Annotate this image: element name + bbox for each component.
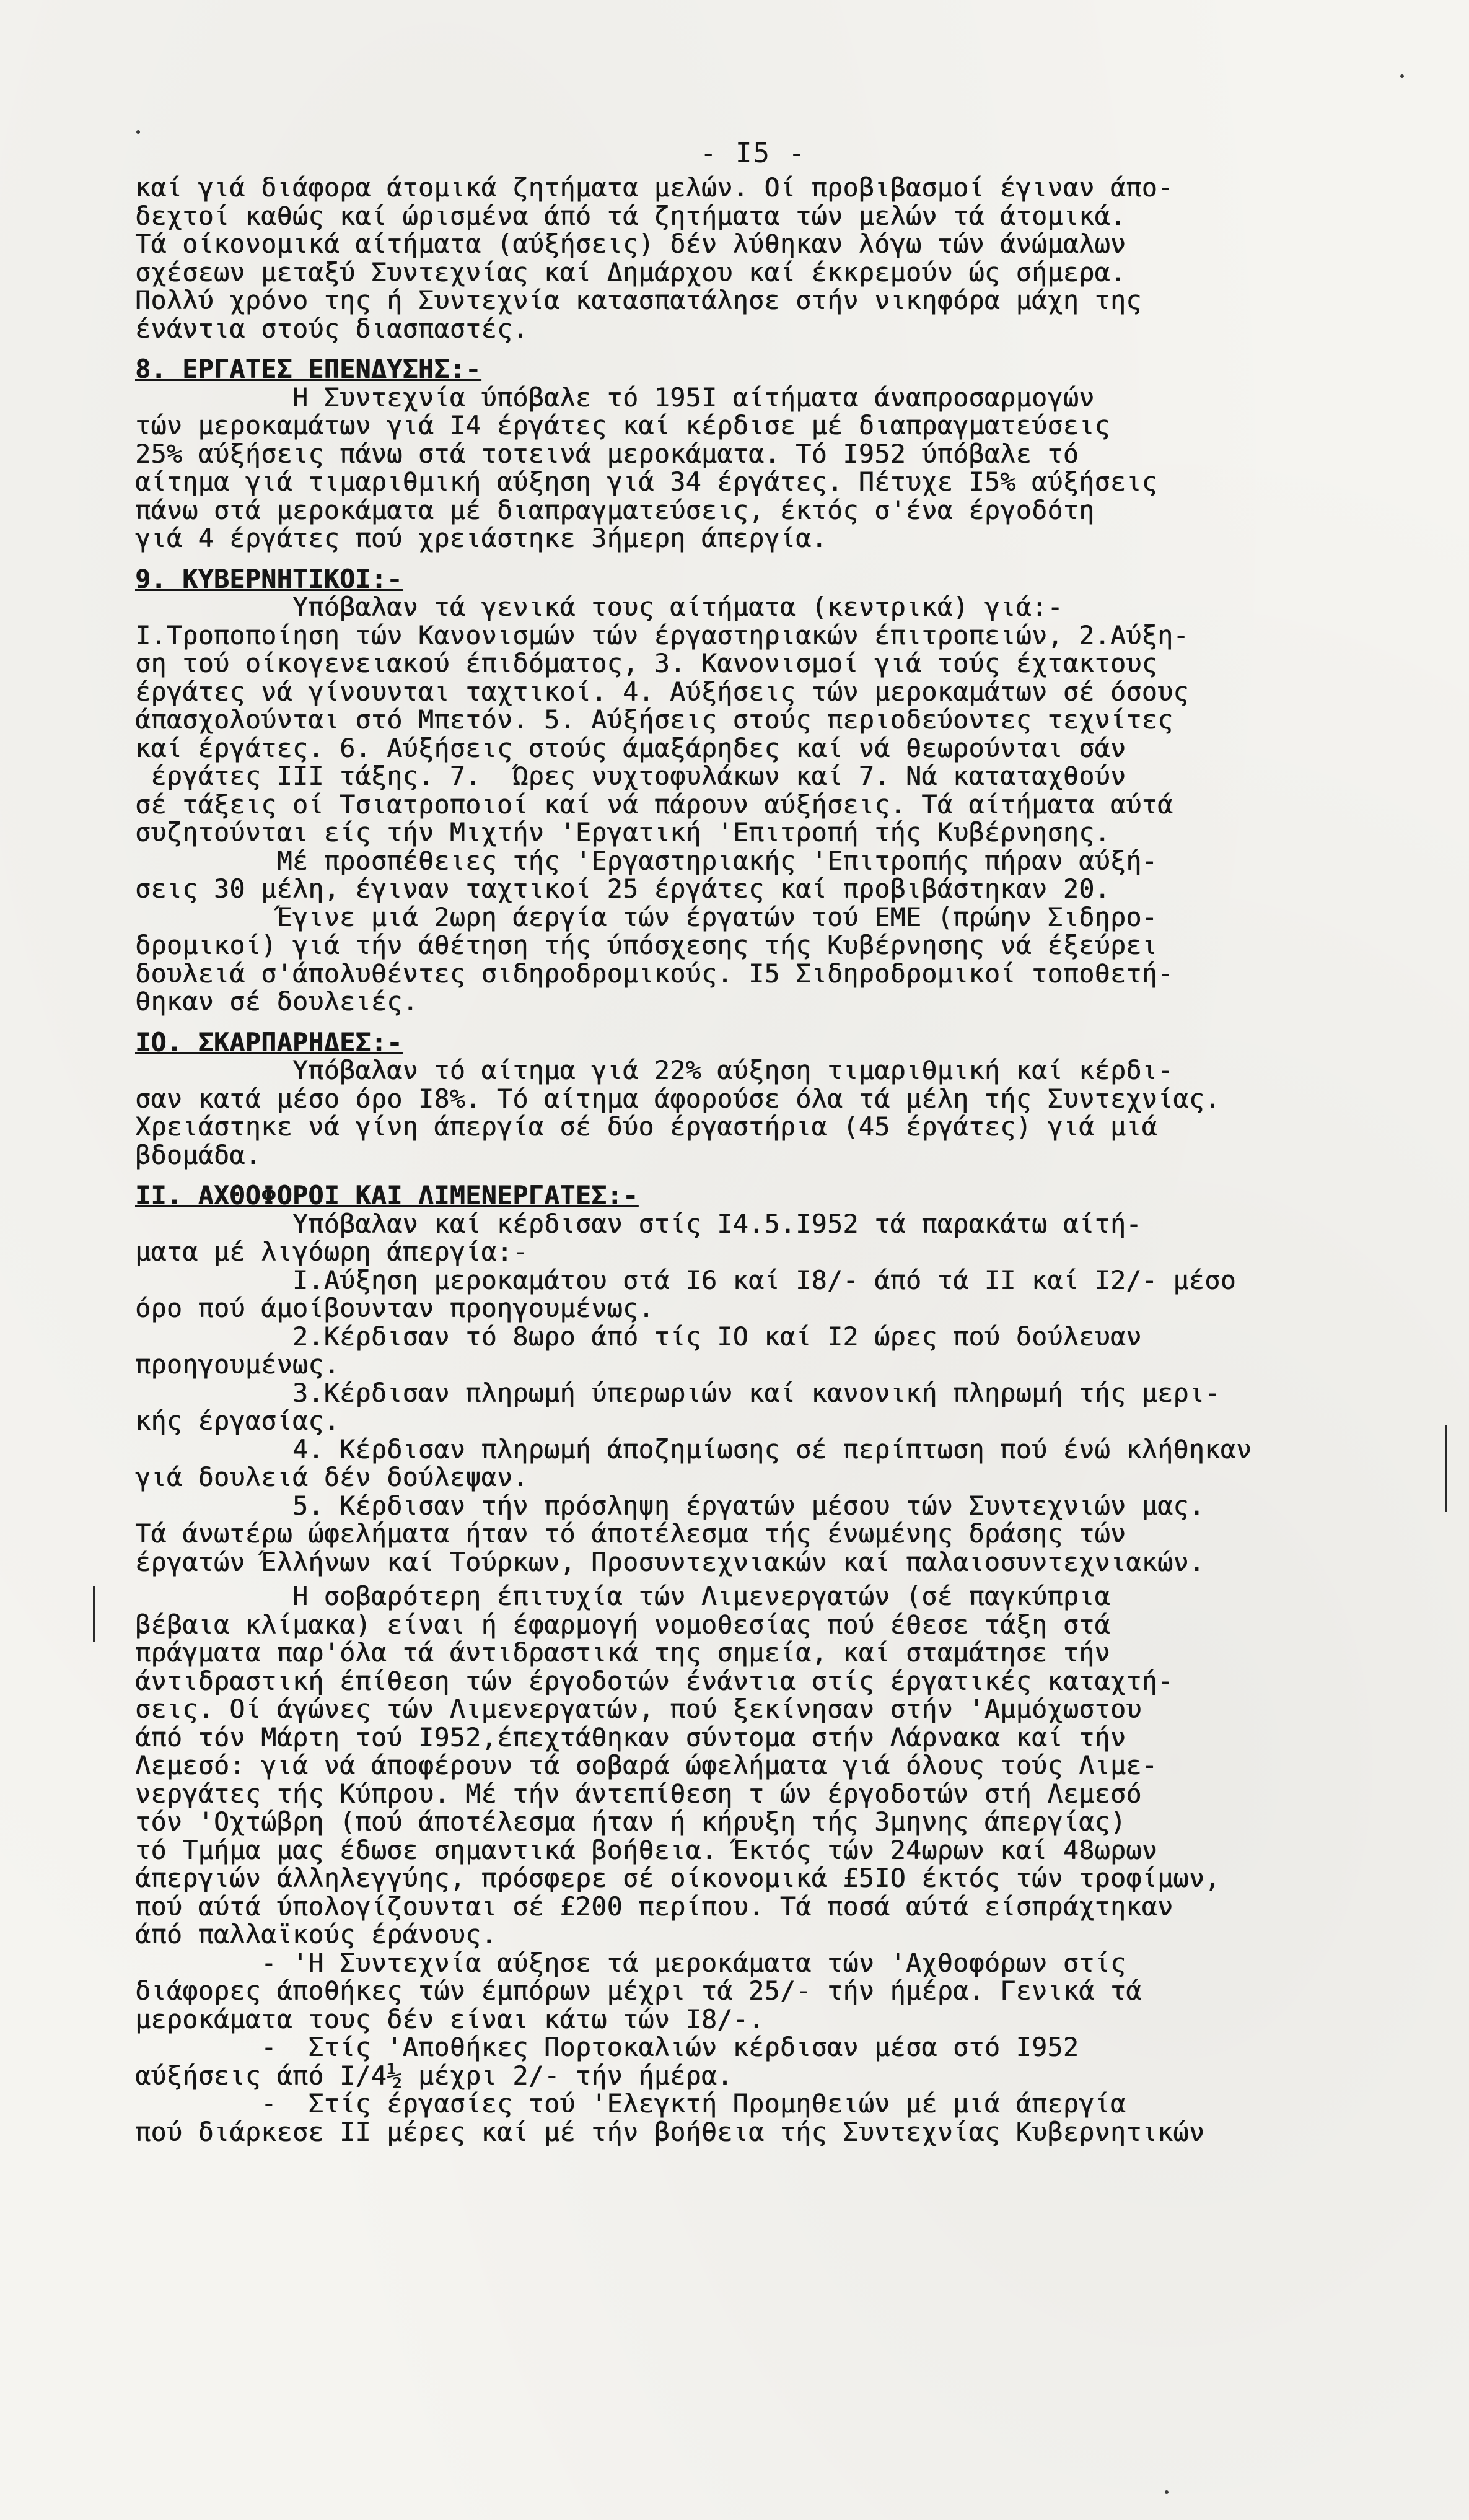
text-line: κής έργασίας. (135, 1406, 340, 1436)
text-line: Πολλύ χρόνο της ή Συντεχνία κατασπατάλησε στήν νικηφόρα μάχη της (135, 285, 1142, 315)
text-line: βδομάδα. (135, 1139, 261, 1170)
text-line: τόν 'Οχτώβρη (πού άποτέλεσμα ήταν ή κήρυξη τής 3μηνης άπεργίας) (135, 1806, 1126, 1837)
text-line: 5. Κέρδισαν τήν πρόσληψη έργατών μέσου τών Συντεχνιών μας. (135, 1490, 1205, 1521)
text-line: τό Τμήμα μας έδωσε σημαντικά βοήθεια. Έκτός τών 24ωρων καί 48ωρων (135, 1834, 1158, 1865)
text-line: άπό τόν Μάρτη τού Ι952,έπεχτάθηκαν σύντομα στήν Λάρνακα καί τήν (135, 1722, 1126, 1752)
text-line: 2.Κέρδισαν τό 8ωρο άπό τίς ΙΟ καί Ι2 ώρες πού δούλευαν (135, 1321, 1142, 1352)
text-line: συζητούνται είς τήν Μιχτήν 'Εργατική 'Επιτροπή τής Κυβέρνησης. (135, 817, 1110, 847)
text-line: πράγματα παρ'όλα τά άντιδραστικά της σημεία, καί σταμάτησε τήν (135, 1637, 1110, 1668)
margin-scan-mark (93, 1586, 95, 1642)
paragraph-gap (135, 1169, 1411, 1181)
text-line: Ι.Αύξηση μεροκαμάτου στά Ι6 καί Ι8/- άπό τά ΙΙ καί Ι2/- μέσο (135, 1264, 1236, 1295)
text-line: δρομικοί) γιά τήν άθέτηση τής ύπόσχεσης τής Κυβέρνησης νά έξεύρει (135, 930, 1158, 960)
text-line: έργατών Έλλήνων καί Τούρκων, Προσυντεχνιακών καί παλαιοσυντεχνιακών. (135, 1546, 1205, 1577)
text-line: άντιδραστική έπίθεση τών έργοδοτών ένάντια στίς έργατικές καταχτή- (135, 1665, 1173, 1696)
scan-speck (1165, 2490, 1169, 2494)
text-line: Μέ προσπέθειες τής 'Εργαστηριακής 'Επιτροπής πήραν αύξή- (135, 845, 1158, 876)
text-line: γιά δουλειά δέν δούλεψαν. (135, 1462, 528, 1492)
text-line: αύξήσεις άπό Ι/4½ μέχρι 2/- τήν ήμέρα. (135, 2060, 733, 2091)
section-heading-11: ΙΙ. ΑΧΘΟΦΟΡΟΙ ΚΑΙ ΛΙΜΕΝΕΡΓΑΤΕΣ:- (135, 1180, 639, 1210)
text-line: άπασχολούνται στό Μπετόν. 5. Αύξήσεις στούς περιοδεύοντες τεχνίτες (135, 704, 1173, 735)
section-heading-9: 9. ΚΥΒΕΡΝΗΤΙΚΟΙ:- (135, 563, 403, 594)
text-line: Ι.Τροποποίηση τών Κανονισμών τών έργαστηριακών έπιτροπειών, 2.Αύξη- (135, 619, 1189, 650)
document-body (135, 173, 1411, 2146)
text-line: - 'Η Συντεχνία αύξησε τά μεροκάματα τών 'Αχθοφόρων στίς (135, 1947, 1126, 1978)
paragraph-gap (135, 1016, 1411, 1028)
text-line: - Στίς 'Αποθήκες Πορτοκαλιών κέρδισαν μέσα στό Ι952 (135, 2032, 1079, 2062)
margin-scan-mark (1445, 1425, 1447, 1512)
text-line: νεργάτες τής Κύπρου. Μέ τήν άντεπίθεση τ ών έργοδοτών στή Λεμεσό (135, 1778, 1142, 1809)
text-line: καί έργάτες. 6. Αύξήσεις στούς άμαξάρηδες καί νά θεωρούνται σάν (135, 732, 1126, 763)
text-line: - Στίς έργασίες τού 'Ελεγκτή Προμηθειών μέ μιά άπεργία (135, 2088, 1126, 2119)
text-line: έργάτες νά γίνουνται ταχτικοί. 4. Αύξήσεις τών μεροκαμάτων σέ όσους (135, 676, 1189, 707)
text-line: άπό παλλαϊκούς έράνους. (135, 1919, 497, 1949)
text-line: σέ τάξεις οί Τσιατροποιοί καί νά πάρουν αύξήσεις. Τά αίτήματα αύτά (135, 789, 1173, 820)
paragraph-gap (135, 553, 1411, 565)
text-line: ση τού οίκογενειακού έπιδόματος, 3. Κανονισμοί γιά τούς έχτακτους (135, 648, 1158, 678)
text-line: Τά άνωτέρω ώφελήματα ήταν τό άποτέλεσμα τής ένωμένης δράσης τών (135, 1518, 1126, 1549)
scan-speck (1400, 74, 1404, 78)
text-line: πού αύτά ύπολογίζουνται σέ £200 περίπου. Τά ποσά αύτά είσπράχτηκαν (135, 1891, 1173, 1922)
text-line: γιά 4 έργάτες πού χρειάστηκε 3ήμερη άπεργία. (135, 523, 827, 553)
text-line: Υπόβαλαν καί κέρδισαν στίς Ι4.5.Ι952 τά παρακάτω αίτή- (135, 1208, 1142, 1239)
text-line: Λεμεσό: γιά νά άποφέρουν τά σοβαρά ώφελήματα γιά όλους τούς Λιμε- (135, 1750, 1158, 1780)
paragraph-gap (135, 343, 1411, 355)
text-line: όρο πού άμοίβουνταν προηγουμένως. (135, 1293, 654, 1323)
text-line: ένάντια στούς διασπαστές. (135, 313, 528, 344)
text-line: σεις. Οί άγώνες τών Λιμενεργατών, πού ξεκίνησαν στήν 'Αμμόχωστου (135, 1694, 1142, 1724)
section-heading-8: 8. ΕΡΓΑΤΕΣ ΕΠΕΝΔΥΣΗΣ:- (135, 354, 481, 384)
text-line: σαν κατά μέσο όρο Ι8%. Τό αίτημα άφορούσε όλα τά μέλη τής Συντεχνίας. (135, 1083, 1221, 1114)
text-line: 4. Κέρδισαν πληρωμή άποζημίωσης σέ περίπτωση πού ένώ κλήθηκαν (135, 1433, 1252, 1464)
text-line: καί γιά διάφορα άτομικά ζητήματα μελών. Οί προβιβασμοί έγιναν άπο- (135, 172, 1173, 203)
text-line: Χρειάστηκε νά γίνη άπεργία σέ δύο έργαστήρια (45 έργάτες) γιά μιά (135, 1111, 1158, 1142)
text-line: Υπόβαλαν τά γενικά τους αίτήματα (κεντρικά) γιά:- (135, 592, 1063, 622)
text-line: ματα μέ λιγόωρη άπεργία:- (135, 1236, 528, 1267)
text-line: Υπόβαλαν τό αίτημα γιά 22% αύξηση τιμαριθμική καί κέρδι- (135, 1055, 1173, 1085)
text-line: άπεργιών άλληλεγγύης, πρόσφερε σέ οίκονομικά £5ΙΟ έκτός τών τροφίμων, (135, 1863, 1221, 1893)
text-line: πάνω στά μεροκάματα μέ διαπραγματεύσεις, έκτός σ'ένα έργοδότη (135, 494, 1095, 525)
text-line: μεροκάματα τους δέν είναι κάτω τών Ι8/-. (135, 2003, 765, 2034)
text-line: έργάτες ΙΙΙ τάξης. 7. Ώρες νυχτοφυλάκων καί 7. Νά καταταχθούν (135, 761, 1126, 791)
scan-speck (136, 130, 140, 134)
text-line: αίτημα γιά τιμαριθμική αύξηση γιά 34 έργάτες. Πέτυχε Ι5% αύξήσεις (135, 466, 1158, 497)
text-line: 3.Κέρδισαν πληρωμή ύπερωριών καί κανονική πληρωμή τής μερι- (135, 1377, 1221, 1408)
page-number: - I5 - (700, 138, 806, 169)
text-line: σχέσεων μεταξύ Συντεχνίας καί Δημάρχου καί έκκρεμούν ώς σήμερα. (135, 256, 1126, 287)
text-line: διάφορες άποθήκες τών έμπόρων μέχρι τά 25/- τήν ήμέρα. Γενικά τά (135, 1975, 1142, 2006)
text-line: θηκαν σέ δουλειές. (135, 986, 418, 1017)
text-line: προηγουμένως. (135, 1349, 340, 1380)
text-line: πού διάρκεσε ΙΙ μέρες καί μέ τήν βοήθεια τής Συντεχνίας Κυβερνητικών (135, 2116, 1205, 2147)
text-line: δουλειά σ'άπολυθέντες σιδηροδρομικούς. Ι5 Σιδηροδρομικοί τοποθετή- (135, 958, 1173, 989)
text-line: βέβαια κλίμακα) είναι ή έφαρμογή νομοθεσίας πού έθεσε τάξη στά (135, 1609, 1110, 1640)
text-line: Η σοβαρότερη έπιτυχία τών Λιμενεργατών (σέ παγκύπρια (135, 1581, 1110, 1611)
text-line: 25% αύξήσεις πάνω στά τοτεινά μεροκάματα. Τό Ι952 ύπόβαλε τό (135, 438, 1079, 469)
text-line: Η Συντεχνία ύπόβαλε τό 195Ι αίτήματα άναπροσαρμογών (135, 382, 1095, 413)
text-line: τών μεροκαμάτων γιά Ι4 έργάτες καί κέρδισε μέ διαπραγματεύσεις (135, 410, 1110, 440)
text-line: Έγινε μιά 2ωρη άεργία τών έργατών τού ΕΜΕ (πρώην Σιδηρο- (135, 901, 1158, 932)
text-line: δεχτοί καθώς καί ώρισμένα άπό τά ζητήματα τών μελών τά άτομικά. (135, 200, 1126, 231)
text-line: σεις 30 μέλη, έγιναν ταχτικοί 25 έργάτες καί προβιβάστηκαν 20. (135, 873, 1110, 904)
section-heading-10: ΙΟ. ΣΚΑΡΠΑΡΗΔΕΣ:- (135, 1026, 403, 1057)
text-line: Τά οίκονομικά αίτήματα (αύξήσεις) δέν λύθηκαν λόγω τών άνώμαλων (135, 229, 1126, 259)
